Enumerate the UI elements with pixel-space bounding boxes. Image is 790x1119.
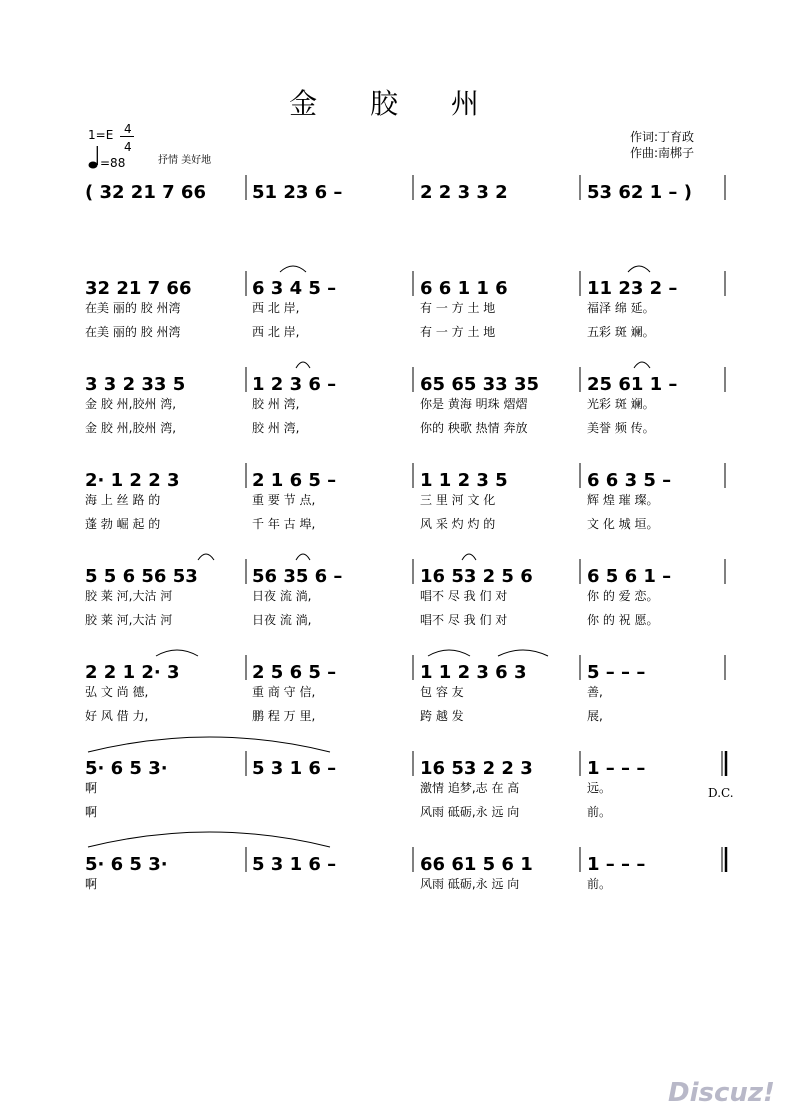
lyric-verse-1: 啊 [85, 781, 98, 795]
slur [634, 362, 650, 368]
lyric-verse-1: 日夜 流 淌, [252, 589, 312, 603]
lyric-verse-2: 展, [587, 709, 603, 723]
lyric-verse-1: 西 北 岸, [252, 301, 300, 315]
lyric-verse-2: 你的 秧歌 热情 奔放 [420, 421, 528, 435]
lyric-verse-1: 辉 煌 璀 璨。 [587, 493, 659, 507]
measure-notes: 2· 1 2 2 3 [85, 470, 180, 491]
lyric-verse-2: 五彩 斑 斓。 [587, 325, 655, 339]
measure-notes: 1 2 3 6 – [252, 374, 337, 395]
lyric-verse-1: 善, [587, 685, 603, 699]
lyric-verse-2: 风雨 砥砺,永 远 向 [420, 805, 520, 819]
measure-notes: 5 5 6 56 53 [85, 566, 198, 587]
measure-notes: 6 3 4 5 – [252, 278, 337, 299]
slur [462, 554, 476, 560]
measure-notes: 16 53 2 5 6 [420, 566, 533, 587]
measure-notes: 1 – – – [587, 854, 646, 875]
lyric-verse-1: 重 要 节 点, [252, 493, 316, 507]
slur [280, 266, 306, 272]
measure-notes: 5 3 1 6 – [252, 758, 337, 779]
expression-marking: 抒情 美好地 [158, 155, 212, 166]
lyric-verse-2: 美誉 频 传。 [587, 421, 655, 435]
measure-notes: 2 1 6 5 – [252, 470, 337, 491]
slur [296, 362, 310, 368]
lyric-verse-1: 光彩 斑 斓。 [587, 397, 655, 411]
lyric-verse-2: 蓬 勃 崛 起 的 [85, 517, 161, 531]
measure-notes: 5· 6 5 3· [85, 854, 168, 875]
lyric-verse-1: 弘 文 尚 德, [85, 685, 149, 699]
lyric-verse-1: 远。 [587, 781, 612, 795]
measure-notes: 16 53 2 2 3 [420, 758, 533, 779]
lyric-verse-2: 西 北 岸, [252, 325, 300, 339]
measure-notes: 1 1 2 3 5 [420, 470, 508, 491]
lyric-verse-2: 唱不 尽 我 们 对 [420, 613, 508, 627]
slur [198, 554, 214, 560]
lyric-verse-2: 有 一 方 土 地 [420, 325, 496, 339]
lyric-verse-1: 福泽 绵 延。 [587, 301, 655, 315]
song-title: 金 胶 州 [289, 87, 501, 120]
measure-notes: 32 21 7 66 [85, 278, 192, 299]
measure-notes: 5 3 1 6 – [252, 854, 337, 875]
time-signature-top: 4 [124, 122, 132, 136]
lyric-verse-1: 胶 莱 河,大沽 河 [85, 589, 173, 603]
lyric-verse-1: 三 里 河 文 化 [420, 493, 496, 507]
discuz-watermark: Discuz! [668, 1078, 775, 1108]
lyric-verse-1: 前。 [587, 877, 612, 891]
measure-notes: 2 2 3 3 2 [420, 182, 508, 203]
slur [628, 266, 650, 272]
measure-notes: 1 1 2 3 6 3 [420, 662, 527, 683]
lyric-verse-1: 重 商 守 信, [252, 685, 316, 699]
lyric-verse-1: 激情 追梦,志 在 高 [420, 781, 520, 795]
measure-notes: 66 61 5 6 1 [420, 854, 533, 875]
lyric-verse-2: 好 风 借 力, [85, 709, 149, 723]
dc-marking: D.C. [708, 786, 734, 800]
lyric-verse-2: 胶 莱 河,大沽 河 [85, 613, 173, 627]
slur [156, 650, 198, 656]
lyric-verse-1: 你 的 爱 恋。 [587, 589, 659, 603]
measure-notes: 53 62 1 – ) [587, 182, 692, 203]
lyric-verse-1: 海 上 丝 路 的 [85, 493, 161, 507]
measure-notes: ( 32 21 7 66 [85, 182, 206, 203]
lyric-verse-2: 你 的 祝 愿。 [587, 613, 659, 627]
slur [88, 737, 330, 752]
measure-notes: 11 23 2 – [587, 278, 678, 299]
measure-notes: 2 2 1 2· 3 [85, 662, 180, 683]
lyric-verse-1: 在美 丽的 胶 州湾 [85, 301, 181, 315]
time-signature-bottom: 4 [124, 140, 132, 154]
measure-notes: 51 23 6 – [252, 182, 343, 203]
measure-notes: 5· 6 5 3· [85, 758, 168, 779]
lyric-verse-2: 日夜 流 淌, [252, 613, 312, 627]
lyric-verse-1: 你是 黄海 明珠 熠熠 [420, 397, 528, 411]
measure-notes: 3 3 2 33 5 [85, 374, 186, 395]
lyric-verse-1: 啊 [85, 877, 98, 891]
lyric-verse-2: 风 采 灼 灼 的 [420, 517, 496, 531]
slur [428, 650, 470, 656]
slur [88, 832, 330, 847]
measure-notes: 1 – – – [587, 758, 646, 779]
lyric-verse-2: 在美 丽的 胶 州湾 [85, 325, 181, 339]
lyric-verse-2: 鹏 程 万 里, [252, 709, 316, 723]
lyric-verse-1: 胶 州 湾, [252, 397, 300, 411]
lyric-verse-2: 前。 [587, 805, 612, 819]
measure-notes: 6 5 6 1 – [587, 566, 672, 587]
lyric-verse-2: 千 年 古 埠, [252, 517, 316, 531]
lyric-verse-1: 金 胶 州,胶州 湾, [85, 397, 177, 411]
lyric-verse-2: 文 化 城 垣。 [587, 517, 659, 531]
lyricist-credit: 作词:丁育政 [630, 130, 695, 144]
lyric-verse-2: 啊 [85, 805, 98, 819]
lyric-verse-1: 唱不 尽 我 们 对 [420, 589, 508, 603]
lyric-verse-2: 胶 州 湾, [252, 421, 300, 435]
measure-notes: 5 – – – [587, 662, 646, 683]
measure-notes: 2 5 6 5 – [252, 662, 337, 683]
measure-notes: 65 65 33 35 [420, 374, 539, 395]
lyric-verse-1: 有 一 方 土 地 [420, 301, 496, 315]
tempo-marking: =88 [100, 156, 126, 170]
lyric-verse-2: 金 胶 州,胶州 湾, [85, 421, 177, 435]
composer-credit: 作曲:南梆子 [630, 146, 695, 160]
lyric-verse-2: 跨 越 发 [420, 709, 464, 723]
measure-notes: 6 6 3 5 – [587, 470, 672, 491]
measure-notes: 25 61 1 – [587, 374, 678, 395]
key-signature: 1=E [88, 128, 114, 142]
slur [296, 554, 310, 560]
measure-notes: 6 6 1 1 6 [420, 278, 508, 299]
lyric-verse-1: 包 容 友 [420, 685, 464, 699]
slur [498, 650, 548, 656]
lyric-verse-1: 风雨 砥砺,永 远 向 [420, 877, 520, 891]
measure-notes: 56 35 6 – [252, 566, 343, 587]
